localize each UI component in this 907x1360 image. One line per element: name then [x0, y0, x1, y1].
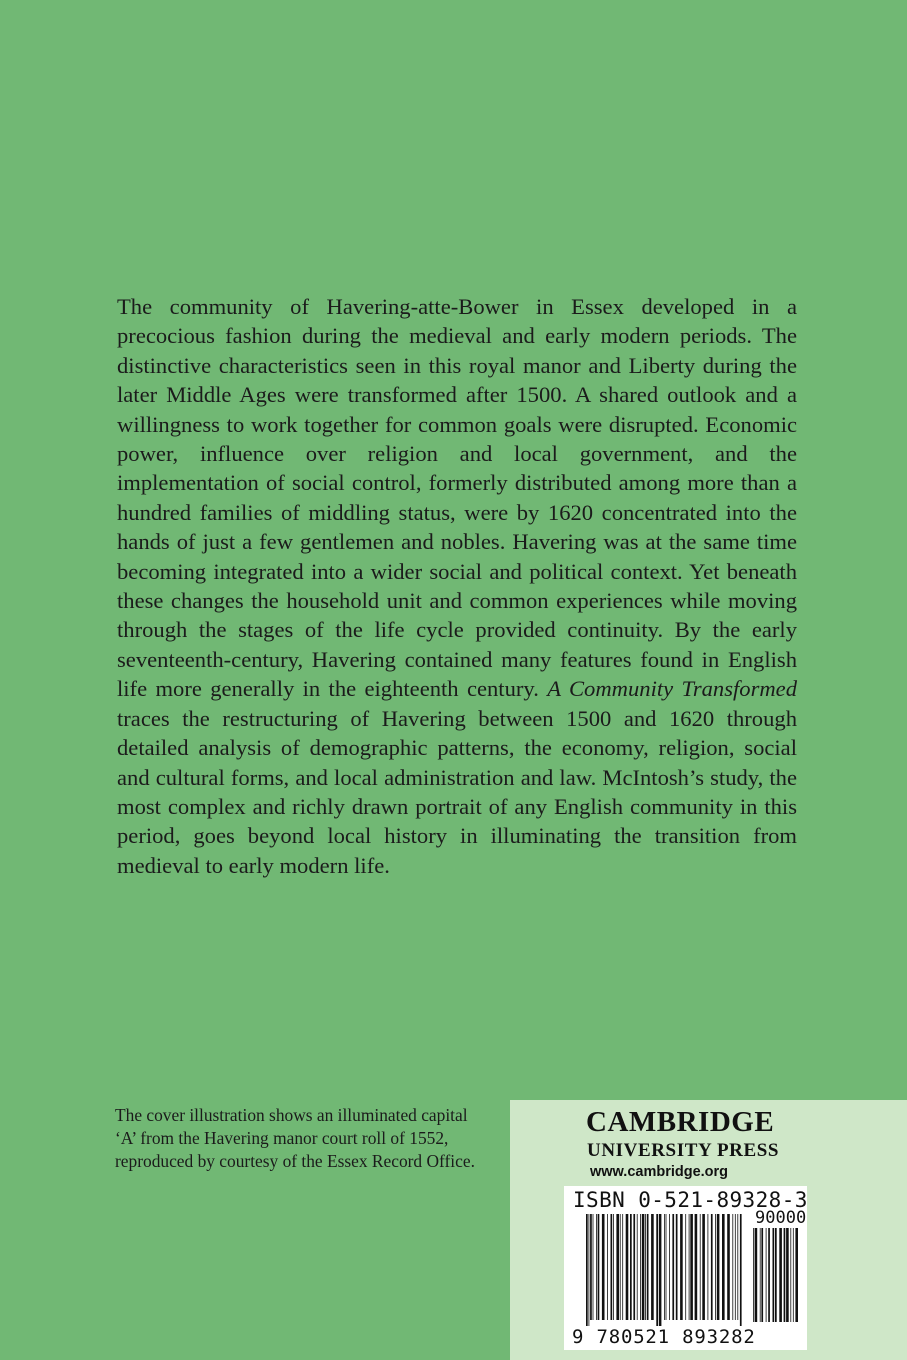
barcode-bar — [685, 1214, 686, 1320]
barcode-bar — [611, 1214, 613, 1320]
barcode-bar — [642, 1214, 645, 1320]
barcode-bar — [676, 1214, 678, 1320]
barcode-bar — [622, 1214, 623, 1320]
barcode-bar — [590, 1214, 592, 1320]
barcode-bar — [760, 1228, 761, 1322]
blurb-text-before: The community of Havering-atte-Bower in Essex developed in a precocious fashion during the medieval and early modern periods. The distinctive characteristics seen in this royal manor and Liberty during the later Middle Ages were transformed after 1500. A shared outlook and a willingness to work together for common goals were disrupted. Economic power, influence over religion and local government, and the implementation of social control, formerly distributed among more than a hundred families of middling status, were by 1620 concentrated into the hands of just a few gentlemen and nobles. Havering was at the same time becoming integrated into a wider social and political context. Yet beneath these changes the household unit and common experiences while moving through the stages of the life cycle provided continuity. By the early seventeenth-century, Havering contained many features found in English life more generally in the eighteenth century. — [117, 294, 797, 702]
barcode — [564, 1186, 807, 1350]
ean-digits: 9 780521 893282 — [572, 1326, 756, 1348]
price-code: 90000 — [755, 1208, 807, 1228]
barcode-bar — [593, 1214, 594, 1320]
barcode-bar — [773, 1228, 775, 1322]
barcode-bar — [732, 1214, 733, 1320]
publisher-subtitle: UNIVERSITY PRESS — [587, 1140, 780, 1161]
barcode-bar — [766, 1228, 767, 1322]
barcode-bar — [586, 1214, 588, 1326]
barcode-bar — [672, 1214, 674, 1320]
barcode-bar — [768, 1228, 770, 1322]
isbn-label: ISBN 0-521-89328-3 — [573, 1188, 808, 1212]
barcode-bar — [779, 1228, 782, 1322]
barcode-bar — [786, 1228, 789, 1322]
barcode-bar — [784, 1228, 786, 1322]
barcode-bar — [761, 1228, 763, 1322]
barcode-bar — [711, 1214, 713, 1320]
barcode-bar — [602, 1214, 605, 1320]
barcode-bar — [735, 1214, 736, 1320]
barcode-bar — [647, 1214, 649, 1320]
barcode-bar — [620, 1214, 621, 1320]
barcode-bar — [656, 1214, 658, 1326]
barcode-bar — [630, 1214, 632, 1320]
barcode-bar — [626, 1214, 629, 1320]
barcode-bars-main — [586, 1214, 746, 1326]
barcode-bar — [753, 1228, 754, 1322]
barcode-bar — [633, 1214, 635, 1320]
barcode-bar — [589, 1214, 590, 1326]
barcode-bar — [755, 1228, 758, 1322]
publisher-url: www.cambridge.org — [590, 1164, 729, 1180]
barcode-bar — [645, 1214, 646, 1320]
blurb-book-title: A Community Transformed — [547, 676, 798, 702]
barcode-bar — [680, 1214, 683, 1320]
barcode-bar — [702, 1214, 705, 1320]
barcode-bar — [689, 1214, 690, 1320]
back-cover-blurb — [117, 292, 797, 880]
barcode-bar — [795, 1228, 798, 1322]
barcode-bar — [793, 1228, 794, 1322]
barcode-bar — [690, 1214, 693, 1320]
barcode-bar — [664, 1214, 665, 1320]
publisher-name: CAMBRIDGE — [586, 1106, 775, 1138]
cover-illustration-credit: The cover illustration shows an illuminated capital ‘A’ from the Havering manor court roll of 1552, reproduced by courtesy of the Essex Record Office. — [115, 1105, 475, 1171]
barcode-bar — [613, 1214, 614, 1320]
barcode-bar — [717, 1214, 720, 1320]
barcode-bar — [659, 1214, 662, 1326]
barcode-bar — [700, 1214, 701, 1320]
barcode-bar — [775, 1228, 777, 1322]
barcode-bar — [695, 1214, 698, 1320]
barcode-bar — [790, 1228, 791, 1322]
barcode-bar — [737, 1214, 738, 1320]
barcode-bar — [669, 1214, 670, 1320]
barcode-bar — [740, 1214, 742, 1326]
barcode-bar — [727, 1214, 730, 1320]
barcode-bar — [607, 1214, 608, 1320]
blurb-text-after: traces the restructuring of Havering between 1500 and 1620 through detailed analysis of demographic patterns, the economy, religion, social and cultural forms, and local administration and law. McIntosh’s study, the most complex and richly drawn portrait of any English community in this period, goes beyond local history in illuminating the transition from medieval to early modern life. — [117, 705, 797, 878]
barcode-bars-addon — [753, 1228, 801, 1340]
barcode-bar — [640, 1214, 641, 1320]
barcode-bar — [715, 1214, 716, 1320]
barcode-bar — [637, 1214, 638, 1320]
barcode-bar — [598, 1214, 600, 1320]
barcode-bar — [616, 1214, 619, 1320]
barcode-bar — [651, 1214, 654, 1320]
barcode-bar — [666, 1214, 667, 1320]
barcode-bar — [722, 1214, 725, 1320]
publisher-panel — [510, 1100, 907, 1360]
barcode-bar — [596, 1214, 597, 1320]
barcode-bar — [708, 1214, 709, 1320]
